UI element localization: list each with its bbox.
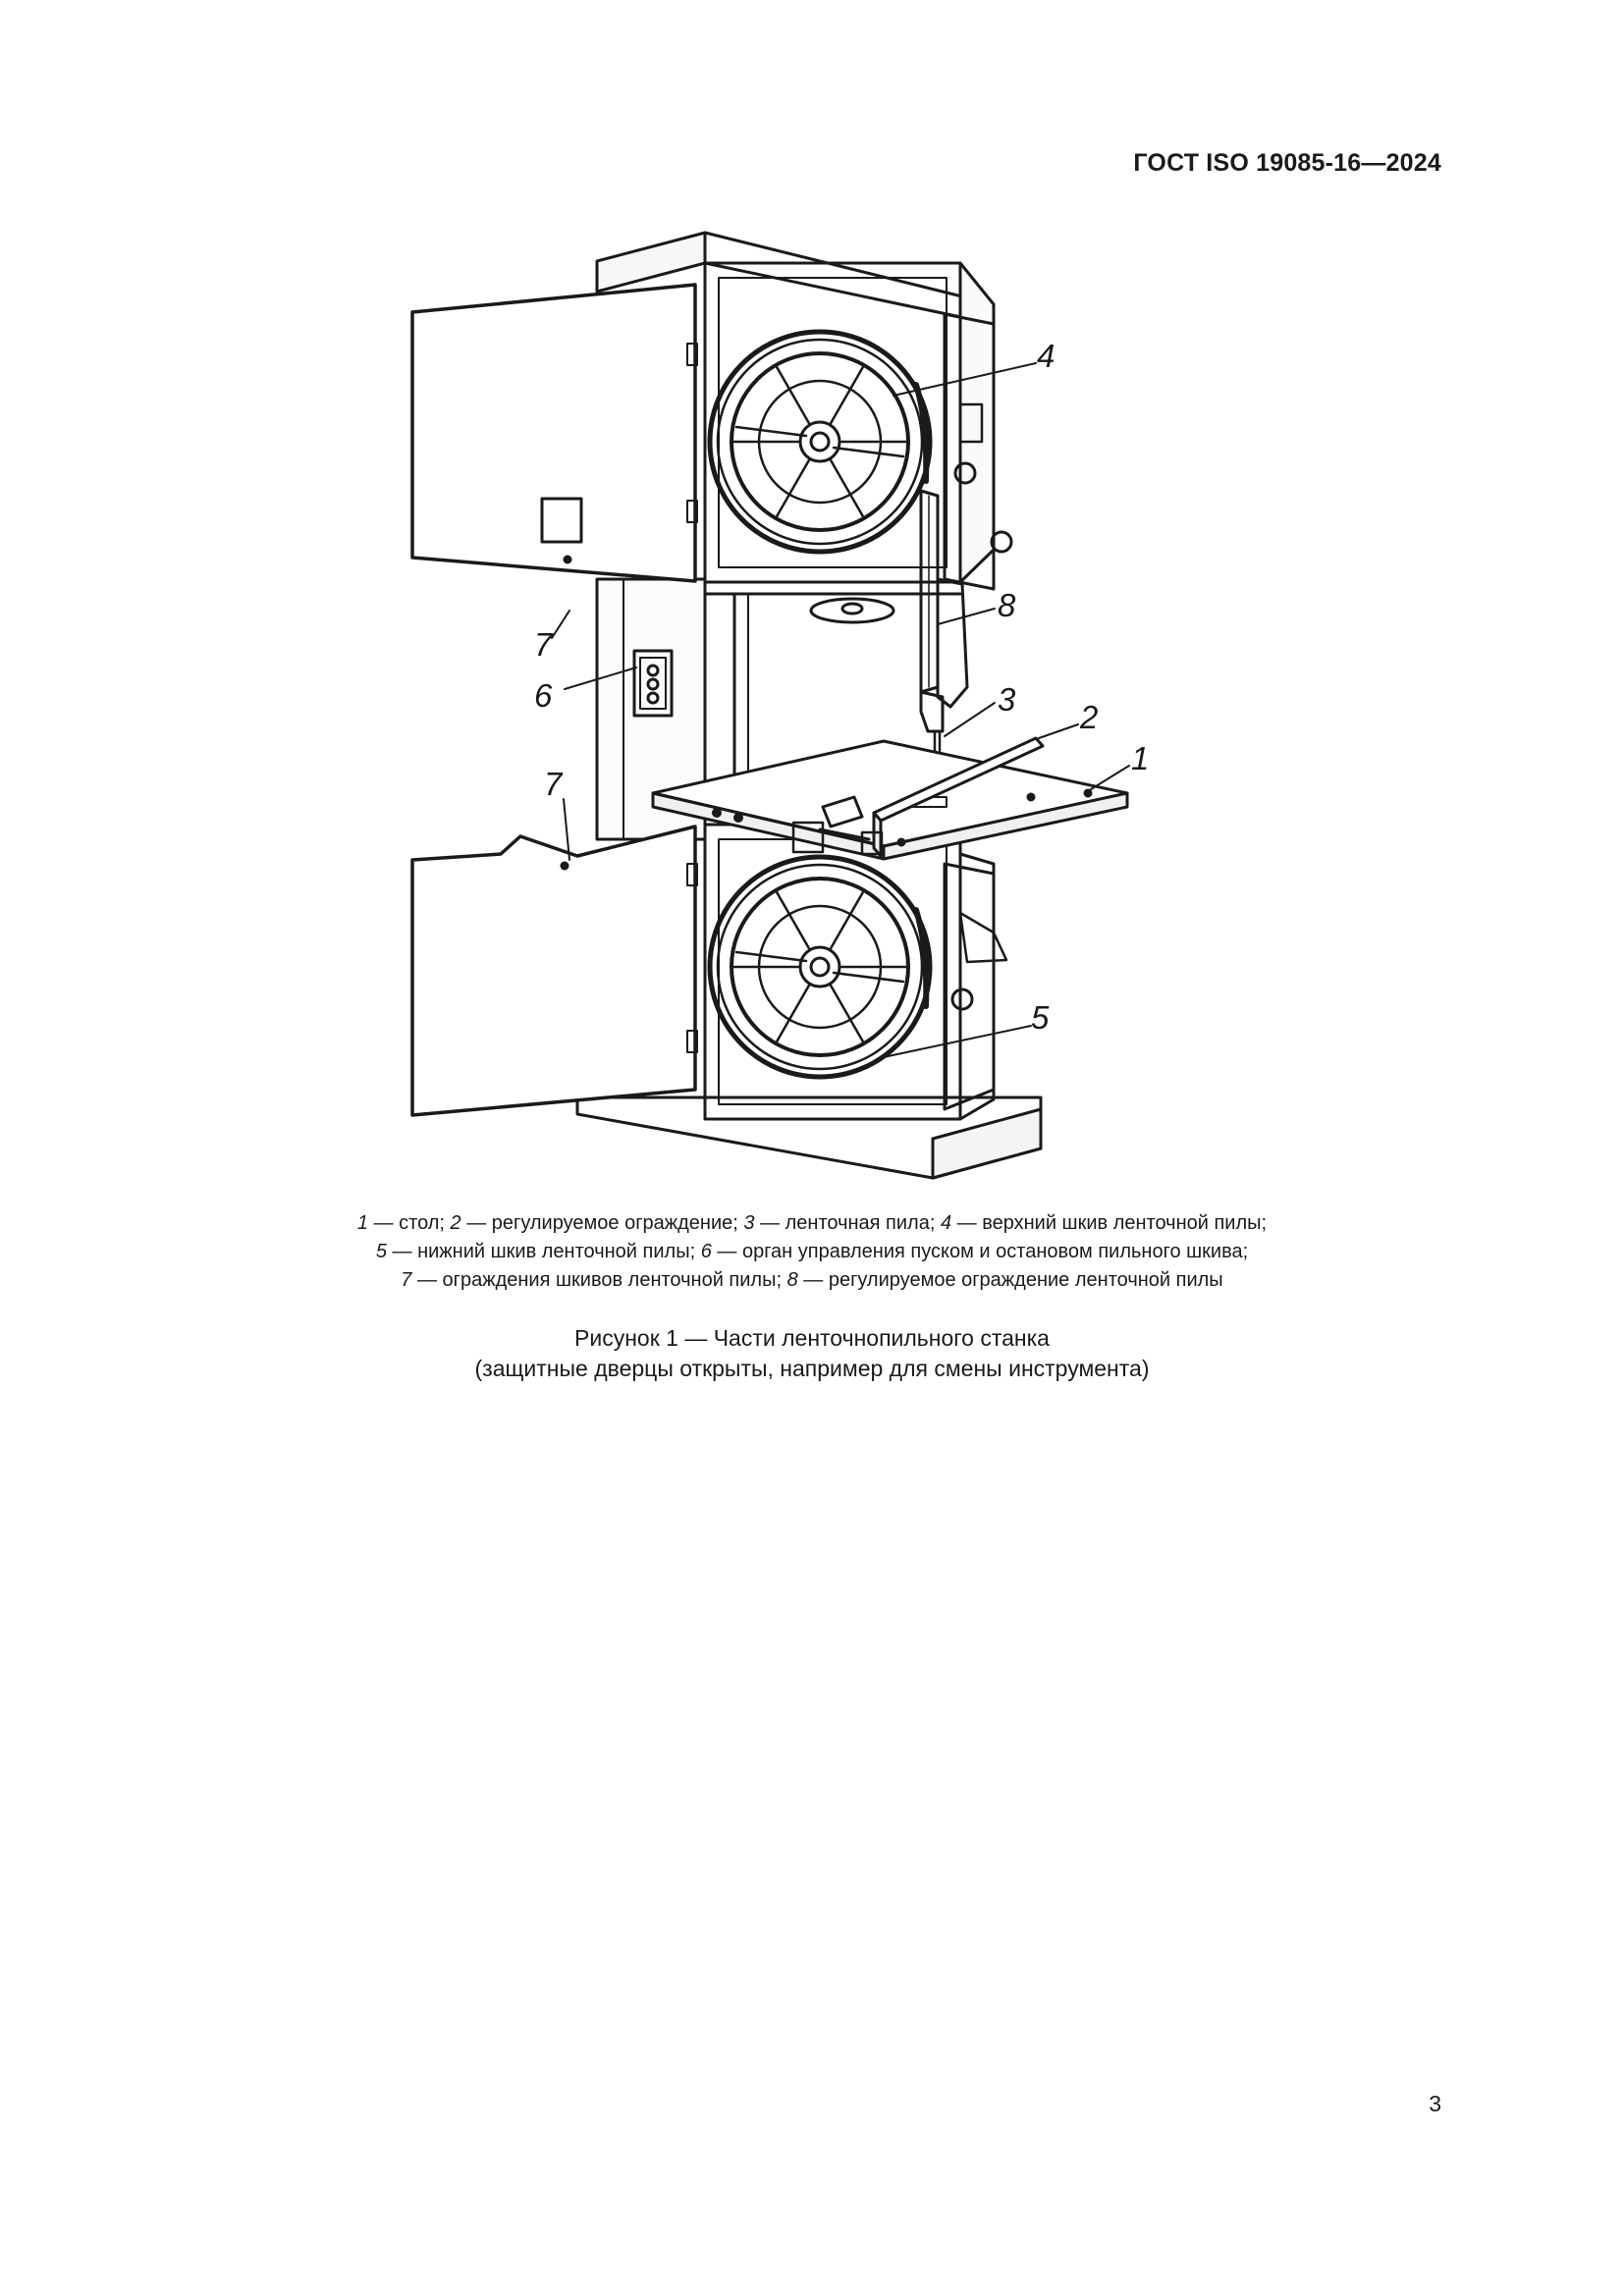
legend-number: 3: [743, 1212, 755, 1234]
callout-7-lower: 7: [544, 766, 563, 802]
legend-text: — ленточная пила;: [754, 1212, 941, 1234]
legend-line: [0, 1238, 1624, 1266]
page-number: 3: [1429, 2091, 1441, 2116]
legend-number: 1: [356, 1212, 369, 1234]
callout-6: 6: [534, 677, 553, 714]
legend-line: [0, 1209, 1624, 1238]
legend-text: — стол;: [368, 1212, 451, 1234]
callout-2: 2: [1080, 699, 1099, 735]
legend-number: 8: [786, 1269, 798, 1291]
legend-text: — ограждения шкивов ленточной пилы;: [411, 1269, 787, 1291]
document-header: ГОСТ ISO 19085-16—2024: [1133, 149, 1441, 177]
legend-text: — регулируемое ограждение;: [460, 1212, 744, 1234]
callout-5: 5: [1031, 999, 1050, 1036]
callout-1: 1: [1131, 740, 1150, 776]
legend-number: 2: [450, 1212, 461, 1234]
callout-4: 4: [1037, 338, 1056, 374]
legend-line: [0, 1266, 1624, 1295]
callout-3: 3: [998, 681, 1016, 718]
upper-door: [412, 285, 697, 581]
legend-text: — регулируемое ограждение ленточной пилы: [797, 1269, 1223, 1291]
legend-text: — орган управления пуском и остановом пильного шкива;: [711, 1241, 1249, 1262]
legend-number: 5: [375, 1241, 387, 1262]
legend-number: 6: [700, 1241, 712, 1262]
figure-legend: [0, 1209, 1624, 1295]
work-table: [653, 738, 1127, 859]
caption-title: Рисунок 1 — Части ленточнопильного станка: [574, 1325, 1050, 1351]
lower-door: [412, 827, 697, 1115]
figure-caption: [0, 1323, 1624, 1384]
callout-7-upper: 7: [534, 626, 553, 663]
lower-wheel: [710, 857, 930, 1077]
legend-text: — нижний шкив ленточной пилы;: [386, 1241, 701, 1262]
callout-8: 8: [998, 587, 1016, 623]
legend-number: 4: [940, 1212, 952, 1234]
legend-number: 7: [401, 1269, 412, 1291]
caption-subtitle: (защитные дверцы открыты, например для смены инструмента): [474, 1356, 1150, 1381]
legend-text: — верхний шкив ленточной пилы;: [951, 1212, 1268, 1234]
upper-wheel: [710, 332, 930, 552]
